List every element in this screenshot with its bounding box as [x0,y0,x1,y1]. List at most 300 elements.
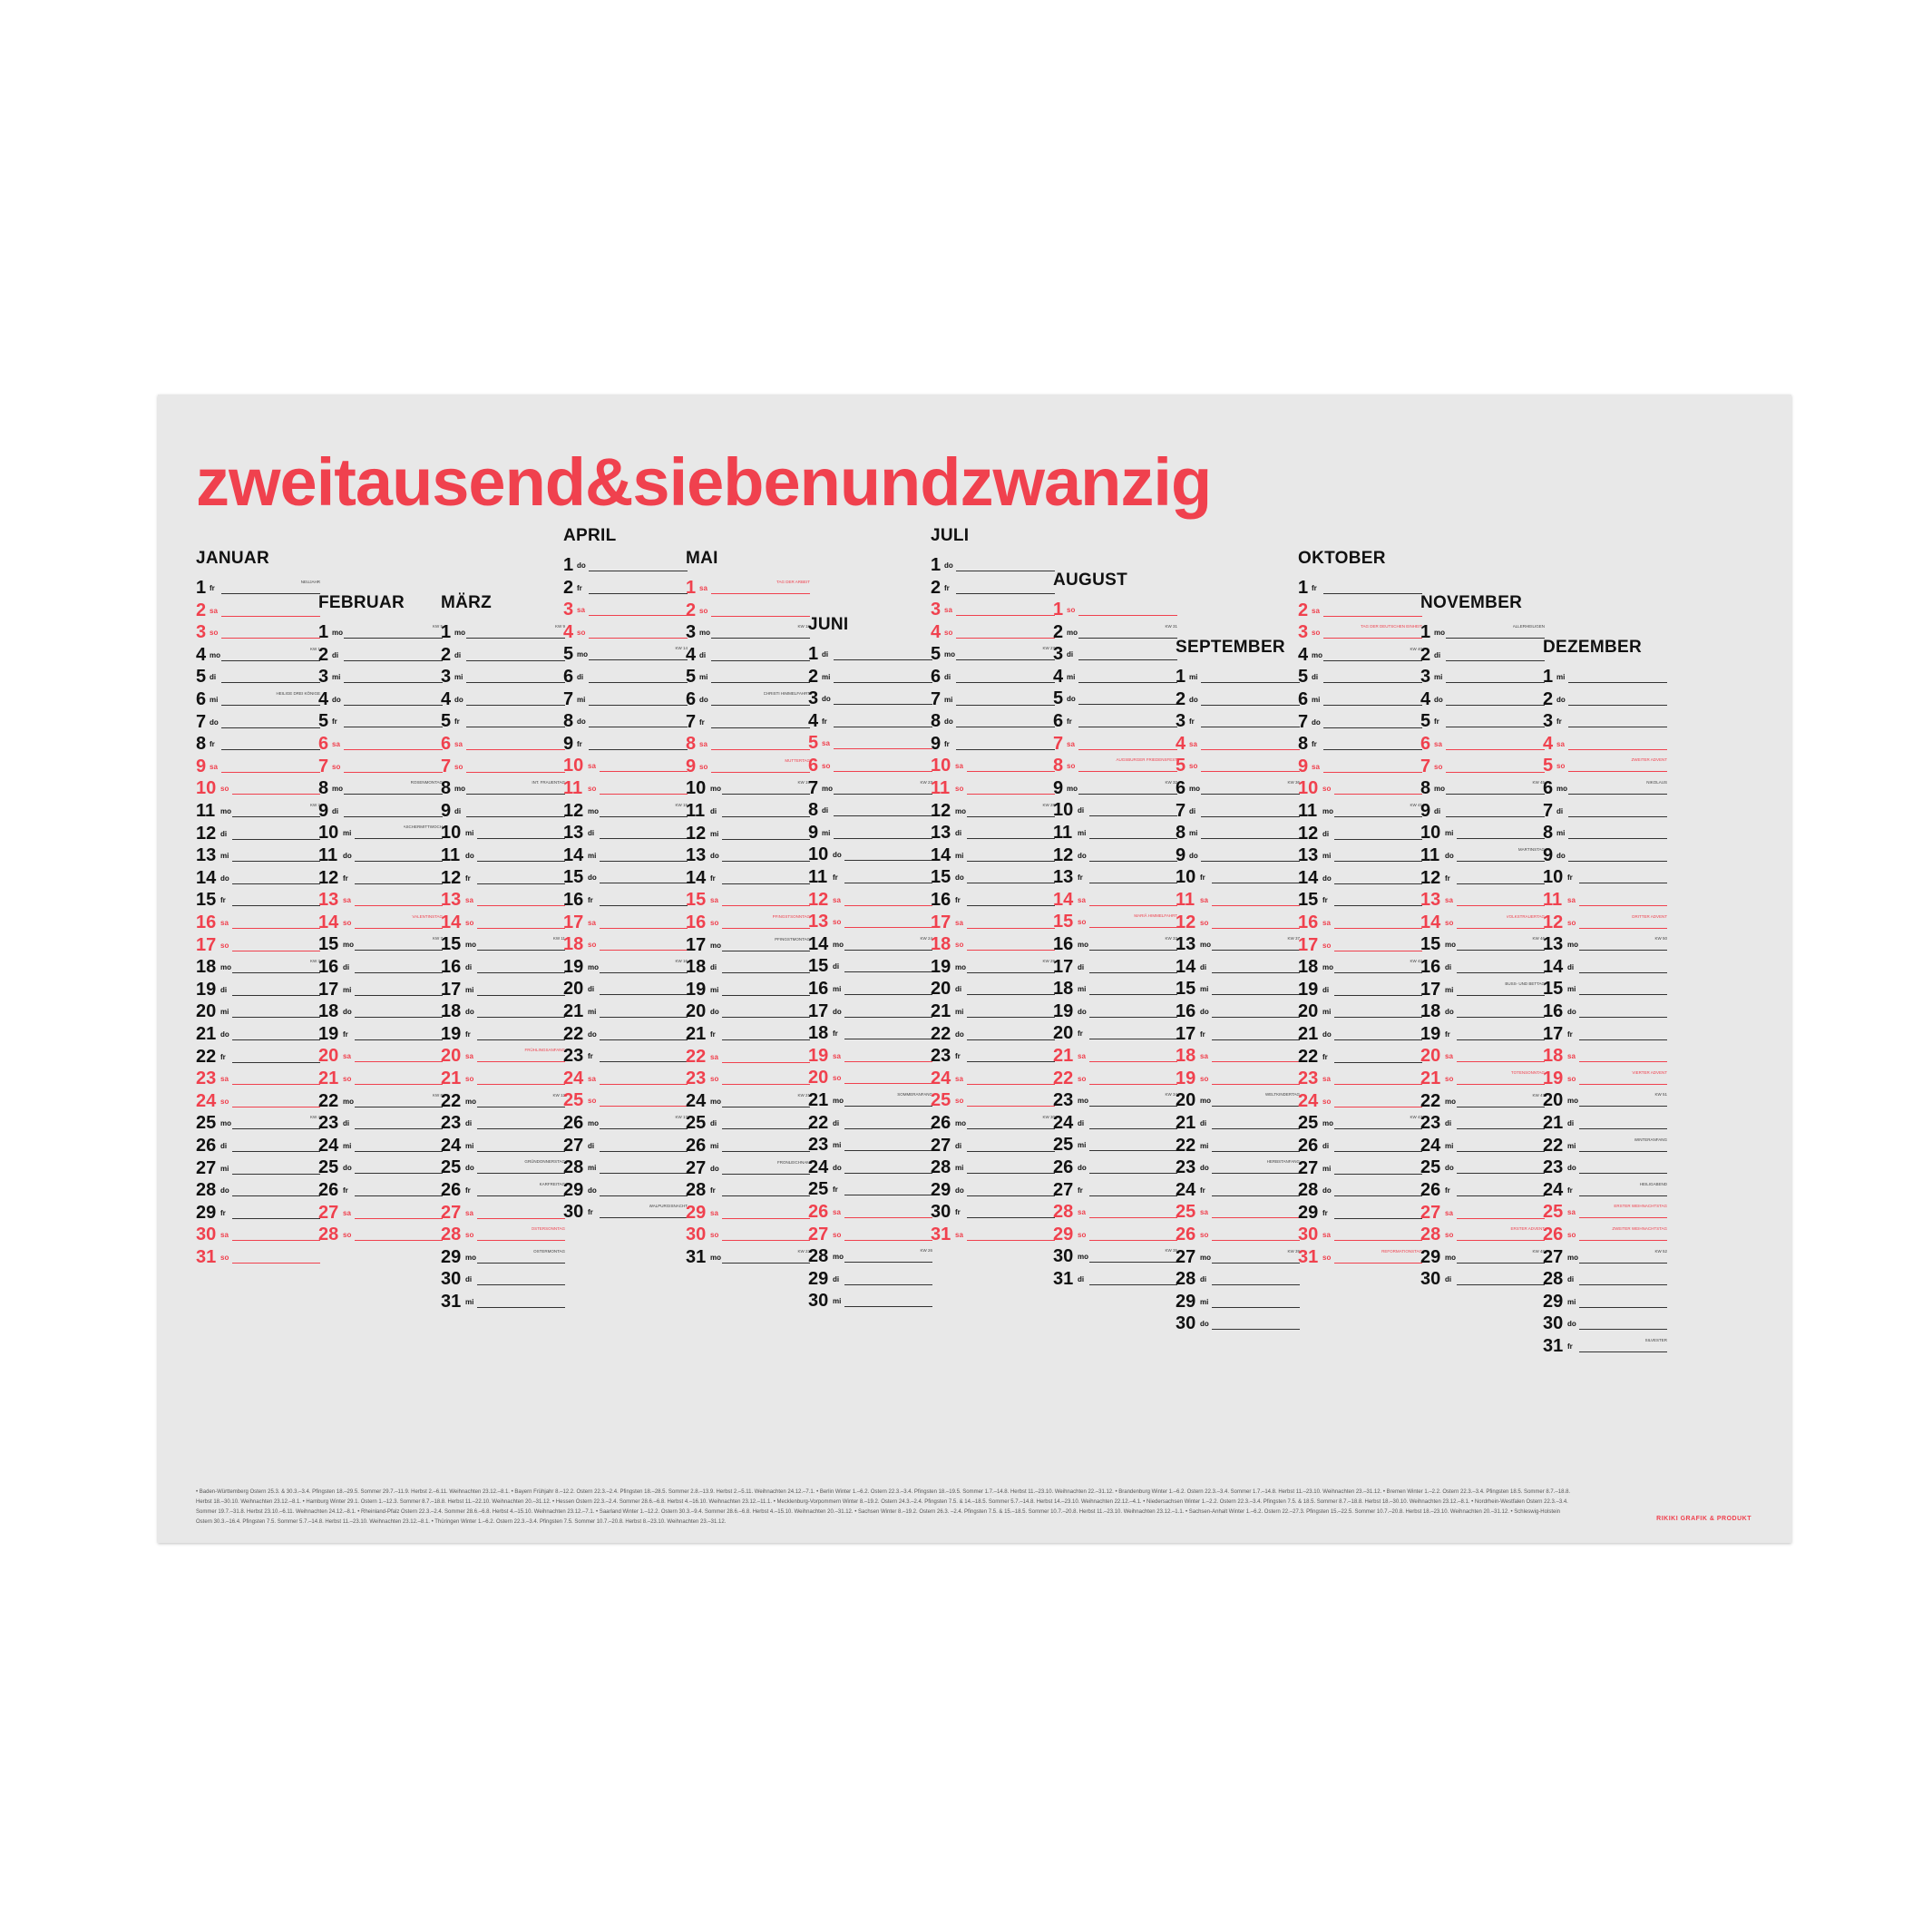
day-row[interactable] [1176,1290,1300,1313]
day-row[interactable] [1053,642,1177,666]
day-row[interactable] [318,665,443,688]
day-row[interactable] [318,1044,443,1068]
day-row[interactable] [563,1000,688,1023]
day-row[interactable] [1298,1178,1422,1202]
day-row[interactable] [1420,643,1545,667]
day-row[interactable] [1543,1022,1667,1046]
day-row[interactable] [1420,709,1545,733]
day-row[interactable] [1176,1134,1300,1157]
day-row[interactable] [1543,932,1667,956]
day-row[interactable] [931,1088,1055,1112]
day-row[interactable] [808,1066,932,1089]
day-row[interactable] [318,1022,443,1046]
day-row[interactable] [1420,1044,1545,1068]
day-row[interactable] [563,576,688,600]
day-row[interactable] [931,932,1055,956]
day-row[interactable] [686,1000,810,1023]
day-row[interactable] [808,642,932,666]
day-row[interactable] [196,576,320,600]
day-row[interactable] [1420,755,1545,778]
day-row[interactable] [1176,1067,1300,1090]
day-row[interactable] [808,1267,932,1291]
day-row[interactable] [441,932,565,956]
day-row[interactable] [196,688,320,711]
day-row[interactable] [1053,754,1177,777]
day-row[interactable] [1298,1134,1422,1157]
day-row[interactable] [441,1022,565,1046]
day-row[interactable] [1543,1000,1667,1023]
day-row[interactable] [808,888,932,912]
day-row[interactable] [1543,1334,1667,1358]
day-row[interactable] [318,1156,443,1179]
day-row[interactable] [1420,1089,1545,1113]
day-row[interactable] [808,1021,932,1045]
day-row[interactable] [1053,955,1177,979]
day-row[interactable] [931,732,1055,756]
day-row[interactable] [1543,955,1667,979]
day-row[interactable] [1176,821,1300,844]
day-row[interactable] [1176,732,1300,756]
day-row[interactable] [1053,1111,1177,1135]
day-row[interactable] [931,642,1055,666]
day-row[interactable] [563,799,688,823]
day-row[interactable] [931,1223,1055,1246]
day-row[interactable] [1420,1223,1545,1246]
day-row[interactable] [686,1134,810,1157]
day-row[interactable] [563,665,688,688]
day-row[interactable] [563,1200,688,1224]
day-row[interactable] [686,576,810,600]
day-row[interactable] [441,1290,565,1313]
day-row[interactable] [1053,865,1177,889]
day-row[interactable] [318,978,443,1001]
day-row[interactable] [1420,1178,1545,1202]
day-row[interactable] [1053,1156,1177,1179]
day-row[interactable] [686,688,810,711]
day-row[interactable] [1053,620,1177,644]
day-row[interactable] [563,844,688,867]
day-row[interactable] [441,1178,565,1202]
day-row[interactable] [441,1156,565,1179]
day-row[interactable] [808,865,932,889]
day-row[interactable] [318,1134,443,1157]
day-row[interactable] [931,955,1055,979]
day-row[interactable] [196,710,320,734]
day-row[interactable] [808,1223,932,1246]
day-row[interactable] [563,1022,688,1046]
day-row[interactable] [563,776,688,800]
day-row[interactable] [686,1156,810,1180]
day-row[interactable] [1053,709,1177,733]
day-row[interactable] [441,866,565,890]
day-row[interactable] [196,1178,320,1202]
day-row[interactable] [1176,865,1300,889]
day-row[interactable] [1543,1245,1667,1269]
day-row[interactable] [1420,1000,1545,1023]
day-row[interactable] [808,731,932,755]
day-row[interactable] [1543,1156,1667,1179]
day-row[interactable] [686,1045,810,1068]
day-row[interactable] [1298,710,1422,734]
day-row[interactable] [808,954,932,978]
day-row[interactable] [196,1022,320,1046]
day-row[interactable] [563,977,688,1000]
day-row[interactable] [808,1156,932,1179]
day-row[interactable] [1420,1245,1545,1269]
day-row[interactable] [318,1111,443,1135]
day-row[interactable] [196,1000,320,1023]
day-row[interactable] [1298,933,1422,957]
day-row[interactable] [196,643,320,667]
day-row[interactable] [563,1044,688,1068]
day-row[interactable] [196,1245,320,1269]
day-row[interactable] [1053,1267,1177,1291]
day-row[interactable] [1420,955,1545,979]
day-row[interactable] [1053,1244,1177,1268]
day-row[interactable] [1298,888,1422,912]
day-row[interactable] [686,888,810,912]
day-row[interactable] [686,1111,810,1135]
day-row[interactable] [318,732,443,756]
day-row[interactable] [686,776,810,800]
day-row[interactable] [931,709,1055,733]
day-row[interactable] [686,933,810,957]
day-row[interactable] [1420,732,1545,756]
day-row[interactable] [931,844,1055,867]
day-row[interactable] [1543,1312,1667,1335]
day-row[interactable] [1053,798,1177,822]
day-row[interactable] [931,688,1055,711]
day-row[interactable] [318,911,443,934]
day-row[interactable] [563,598,688,621]
day-row[interactable] [441,732,565,756]
day-row[interactable] [931,799,1055,823]
day-row[interactable] [318,1000,443,1023]
day-row[interactable] [1543,732,1667,756]
day-row[interactable] [808,1133,932,1156]
day-row[interactable] [318,688,443,711]
day-row[interactable] [931,911,1055,934]
day-row[interactable] [931,754,1055,777]
day-row[interactable] [1053,1178,1177,1202]
day-row[interactable] [563,688,688,711]
day-row[interactable] [196,620,320,644]
day-row[interactable] [563,888,688,912]
day-row[interactable] [441,1089,565,1113]
day-row[interactable] [686,620,810,644]
day-row[interactable] [808,754,932,777]
day-row[interactable] [1053,888,1177,912]
day-row[interactable] [1298,799,1422,823]
day-row[interactable] [1298,599,1422,622]
day-row[interactable] [686,1022,810,1046]
day-row[interactable] [1176,888,1300,912]
day-row[interactable] [441,911,565,934]
day-row[interactable] [808,1289,932,1312]
day-row[interactable] [563,620,688,644]
day-row[interactable] [563,932,688,956]
day-row[interactable] [686,643,810,667]
day-row[interactable] [1176,1044,1300,1068]
day-row[interactable] [1543,1067,1667,1090]
day-row[interactable] [196,732,320,756]
day-row[interactable] [563,1178,688,1202]
day-row[interactable] [808,665,932,688]
day-row[interactable] [318,1067,443,1090]
day-row[interactable] [1053,598,1177,621]
day-row[interactable] [196,1201,320,1225]
day-row[interactable] [563,1088,688,1112]
day-row[interactable] [1420,978,1545,1001]
day-row[interactable] [1298,620,1422,644]
day-row[interactable] [1298,1000,1422,1023]
day-row[interactable] [931,888,1055,912]
day-row[interactable] [1053,1067,1177,1090]
day-row[interactable] [441,1000,565,1023]
day-row[interactable] [196,799,320,823]
day-row[interactable] [1420,665,1545,688]
day-row[interactable] [318,1178,443,1202]
day-row[interactable] [1176,1267,1300,1291]
day-row[interactable] [441,1245,565,1269]
day-row[interactable] [441,709,565,733]
day-row[interactable] [1053,665,1177,688]
day-row[interactable] [808,1244,932,1268]
day-row[interactable] [1176,1312,1300,1335]
day-row[interactable] [441,955,565,979]
day-row[interactable] [1176,1088,1300,1112]
day-row[interactable] [196,776,320,800]
day-row[interactable] [1176,1178,1300,1202]
day-row[interactable] [563,821,688,844]
day-row[interactable] [1053,1133,1177,1156]
day-row[interactable] [808,1111,932,1135]
day-row[interactable] [1176,1223,1300,1246]
day-row[interactable] [1420,888,1545,912]
day-row[interactable] [1298,1067,1422,1090]
day-row[interactable] [441,755,565,778]
day-row[interactable] [563,911,688,934]
day-row[interactable] [931,1178,1055,1202]
day-row[interactable] [686,955,810,979]
day-row[interactable] [196,1089,320,1113]
day-row[interactable] [808,776,932,800]
day-row[interactable] [1543,911,1667,934]
day-row[interactable] [1543,799,1667,823]
day-row[interactable] [1176,688,1300,711]
day-row[interactable] [1420,688,1545,711]
day-row[interactable] [563,1111,688,1135]
day-row[interactable] [808,977,932,1000]
day-row[interactable] [318,1089,443,1113]
day-row[interactable] [931,1156,1055,1179]
day-row[interactable] [808,821,932,844]
day-row[interactable] [808,1000,932,1023]
day-row[interactable] [686,710,810,734]
day-row[interactable] [318,709,443,733]
day-row[interactable] [808,1200,932,1224]
day-row[interactable] [808,910,932,933]
day-row[interactable] [196,933,320,957]
day-row[interactable] [1420,1267,1545,1291]
day-row[interactable] [1543,865,1667,889]
day-row[interactable] [686,799,810,823]
day-row[interactable] [1176,932,1300,956]
day-row[interactable] [931,1000,1055,1023]
day-row[interactable] [1543,776,1667,800]
day-row[interactable] [1053,732,1177,756]
day-row[interactable] [318,888,443,912]
day-row[interactable] [1053,1088,1177,1112]
day-row[interactable] [686,911,810,934]
day-row[interactable] [686,1201,810,1225]
day-row[interactable] [1420,620,1545,644]
day-row[interactable] [441,844,565,867]
day-row[interactable] [1298,911,1422,934]
day-row[interactable] [318,844,443,867]
day-row[interactable] [563,1156,688,1179]
day-row[interactable] [1298,978,1422,1001]
day-row[interactable] [1420,799,1545,823]
day-row[interactable] [563,709,688,733]
day-row[interactable] [1176,955,1300,979]
day-row[interactable] [1298,1223,1422,1246]
day-row[interactable] [563,732,688,756]
day-row[interactable] [318,643,443,667]
day-row[interactable] [1053,821,1177,844]
day-row[interactable] [441,1201,565,1225]
day-row[interactable] [1420,1067,1545,1090]
day-row[interactable] [1176,1022,1300,1046]
day-row[interactable] [931,776,1055,800]
day-row[interactable] [686,755,810,778]
day-row[interactable] [1298,822,1422,845]
day-row[interactable] [563,642,688,666]
day-row[interactable] [808,1044,932,1068]
day-row[interactable] [1298,955,1422,979]
day-row[interactable] [1420,844,1545,867]
day-row[interactable] [1420,932,1545,956]
day-row[interactable] [931,1022,1055,1046]
day-row[interactable] [196,978,320,1001]
day-row[interactable] [441,888,565,912]
day-row[interactable] [196,911,320,934]
day-row[interactable] [686,866,810,890]
day-row[interactable] [1298,1089,1422,1113]
day-row[interactable] [441,1044,565,1068]
day-row[interactable] [686,844,810,867]
day-row[interactable] [1176,844,1300,867]
day-row[interactable] [196,822,320,845]
day-row[interactable] [1543,1134,1667,1157]
day-row[interactable] [441,688,565,711]
day-row[interactable] [808,843,932,866]
day-row[interactable] [931,665,1055,688]
day-row[interactable] [1053,1021,1177,1045]
day-row[interactable] [1543,688,1667,711]
day-row[interactable] [1053,1000,1177,1023]
day-row[interactable] [1176,754,1300,777]
day-row[interactable] [686,665,810,688]
day-row[interactable] [1176,709,1300,733]
day-row[interactable] [808,709,932,733]
day-row[interactable] [931,865,1055,889]
day-row[interactable] [1053,776,1177,800]
day-row[interactable] [931,821,1055,844]
day-row[interactable] [1298,643,1422,667]
day-row[interactable] [1543,1178,1667,1202]
day-row[interactable] [1176,977,1300,1000]
day-row[interactable] [196,1223,320,1246]
day-row[interactable] [1298,1156,1422,1180]
day-row[interactable] [1176,911,1300,934]
day-row[interactable] [441,799,565,823]
day-row[interactable] [931,1134,1055,1157]
day-row[interactable] [196,599,320,622]
day-row[interactable] [1298,732,1422,756]
day-row[interactable] [563,955,688,979]
day-row[interactable] [686,822,810,845]
day-row[interactable] [1298,665,1422,688]
day-row[interactable] [931,553,1055,577]
day-row[interactable] [318,932,443,956]
day-row[interactable] [931,576,1055,600]
day-row[interactable] [1298,1245,1422,1269]
day-row[interactable] [1420,1156,1545,1179]
day-row[interactable] [1053,977,1177,1000]
day-row[interactable] [1543,1044,1667,1068]
day-row[interactable] [1420,1022,1545,1046]
day-row[interactable] [1176,665,1300,688]
day-row[interactable] [1543,1267,1667,1291]
day-row[interactable] [1543,709,1667,733]
day-row[interactable] [563,754,688,777]
day-row[interactable] [1053,844,1177,867]
day-row[interactable] [1176,1200,1300,1224]
day-row[interactable] [196,955,320,979]
day-row[interactable] [1543,754,1667,777]
day-row[interactable] [196,1156,320,1180]
day-row[interactable] [686,1245,810,1269]
day-row[interactable] [931,1067,1055,1090]
day-row[interactable] [1053,1044,1177,1068]
day-row[interactable] [318,799,443,823]
day-row[interactable] [318,955,443,979]
day-row[interactable] [808,687,932,710]
day-row[interactable] [931,598,1055,621]
day-row[interactable] [1420,821,1545,844]
day-row[interactable] [1053,932,1177,956]
day-row[interactable] [441,1111,565,1135]
day-row[interactable] [686,1178,810,1202]
day-row[interactable] [1420,776,1545,800]
day-row[interactable] [196,866,320,890]
day-row[interactable] [1176,1111,1300,1135]
day-row[interactable] [1176,1156,1300,1179]
day-row[interactable] [1543,821,1667,844]
day-row[interactable] [318,755,443,778]
day-row[interactable] [808,798,932,822]
day-row[interactable] [1053,1223,1177,1246]
day-row[interactable] [441,1134,565,1157]
day-row[interactable] [1543,844,1667,867]
day-row[interactable] [1298,776,1422,800]
day-row[interactable] [563,1067,688,1090]
day-row[interactable] [441,821,565,844]
day-row[interactable] [1420,1134,1545,1157]
day-row[interactable] [196,844,320,867]
day-row[interactable] [318,776,443,800]
